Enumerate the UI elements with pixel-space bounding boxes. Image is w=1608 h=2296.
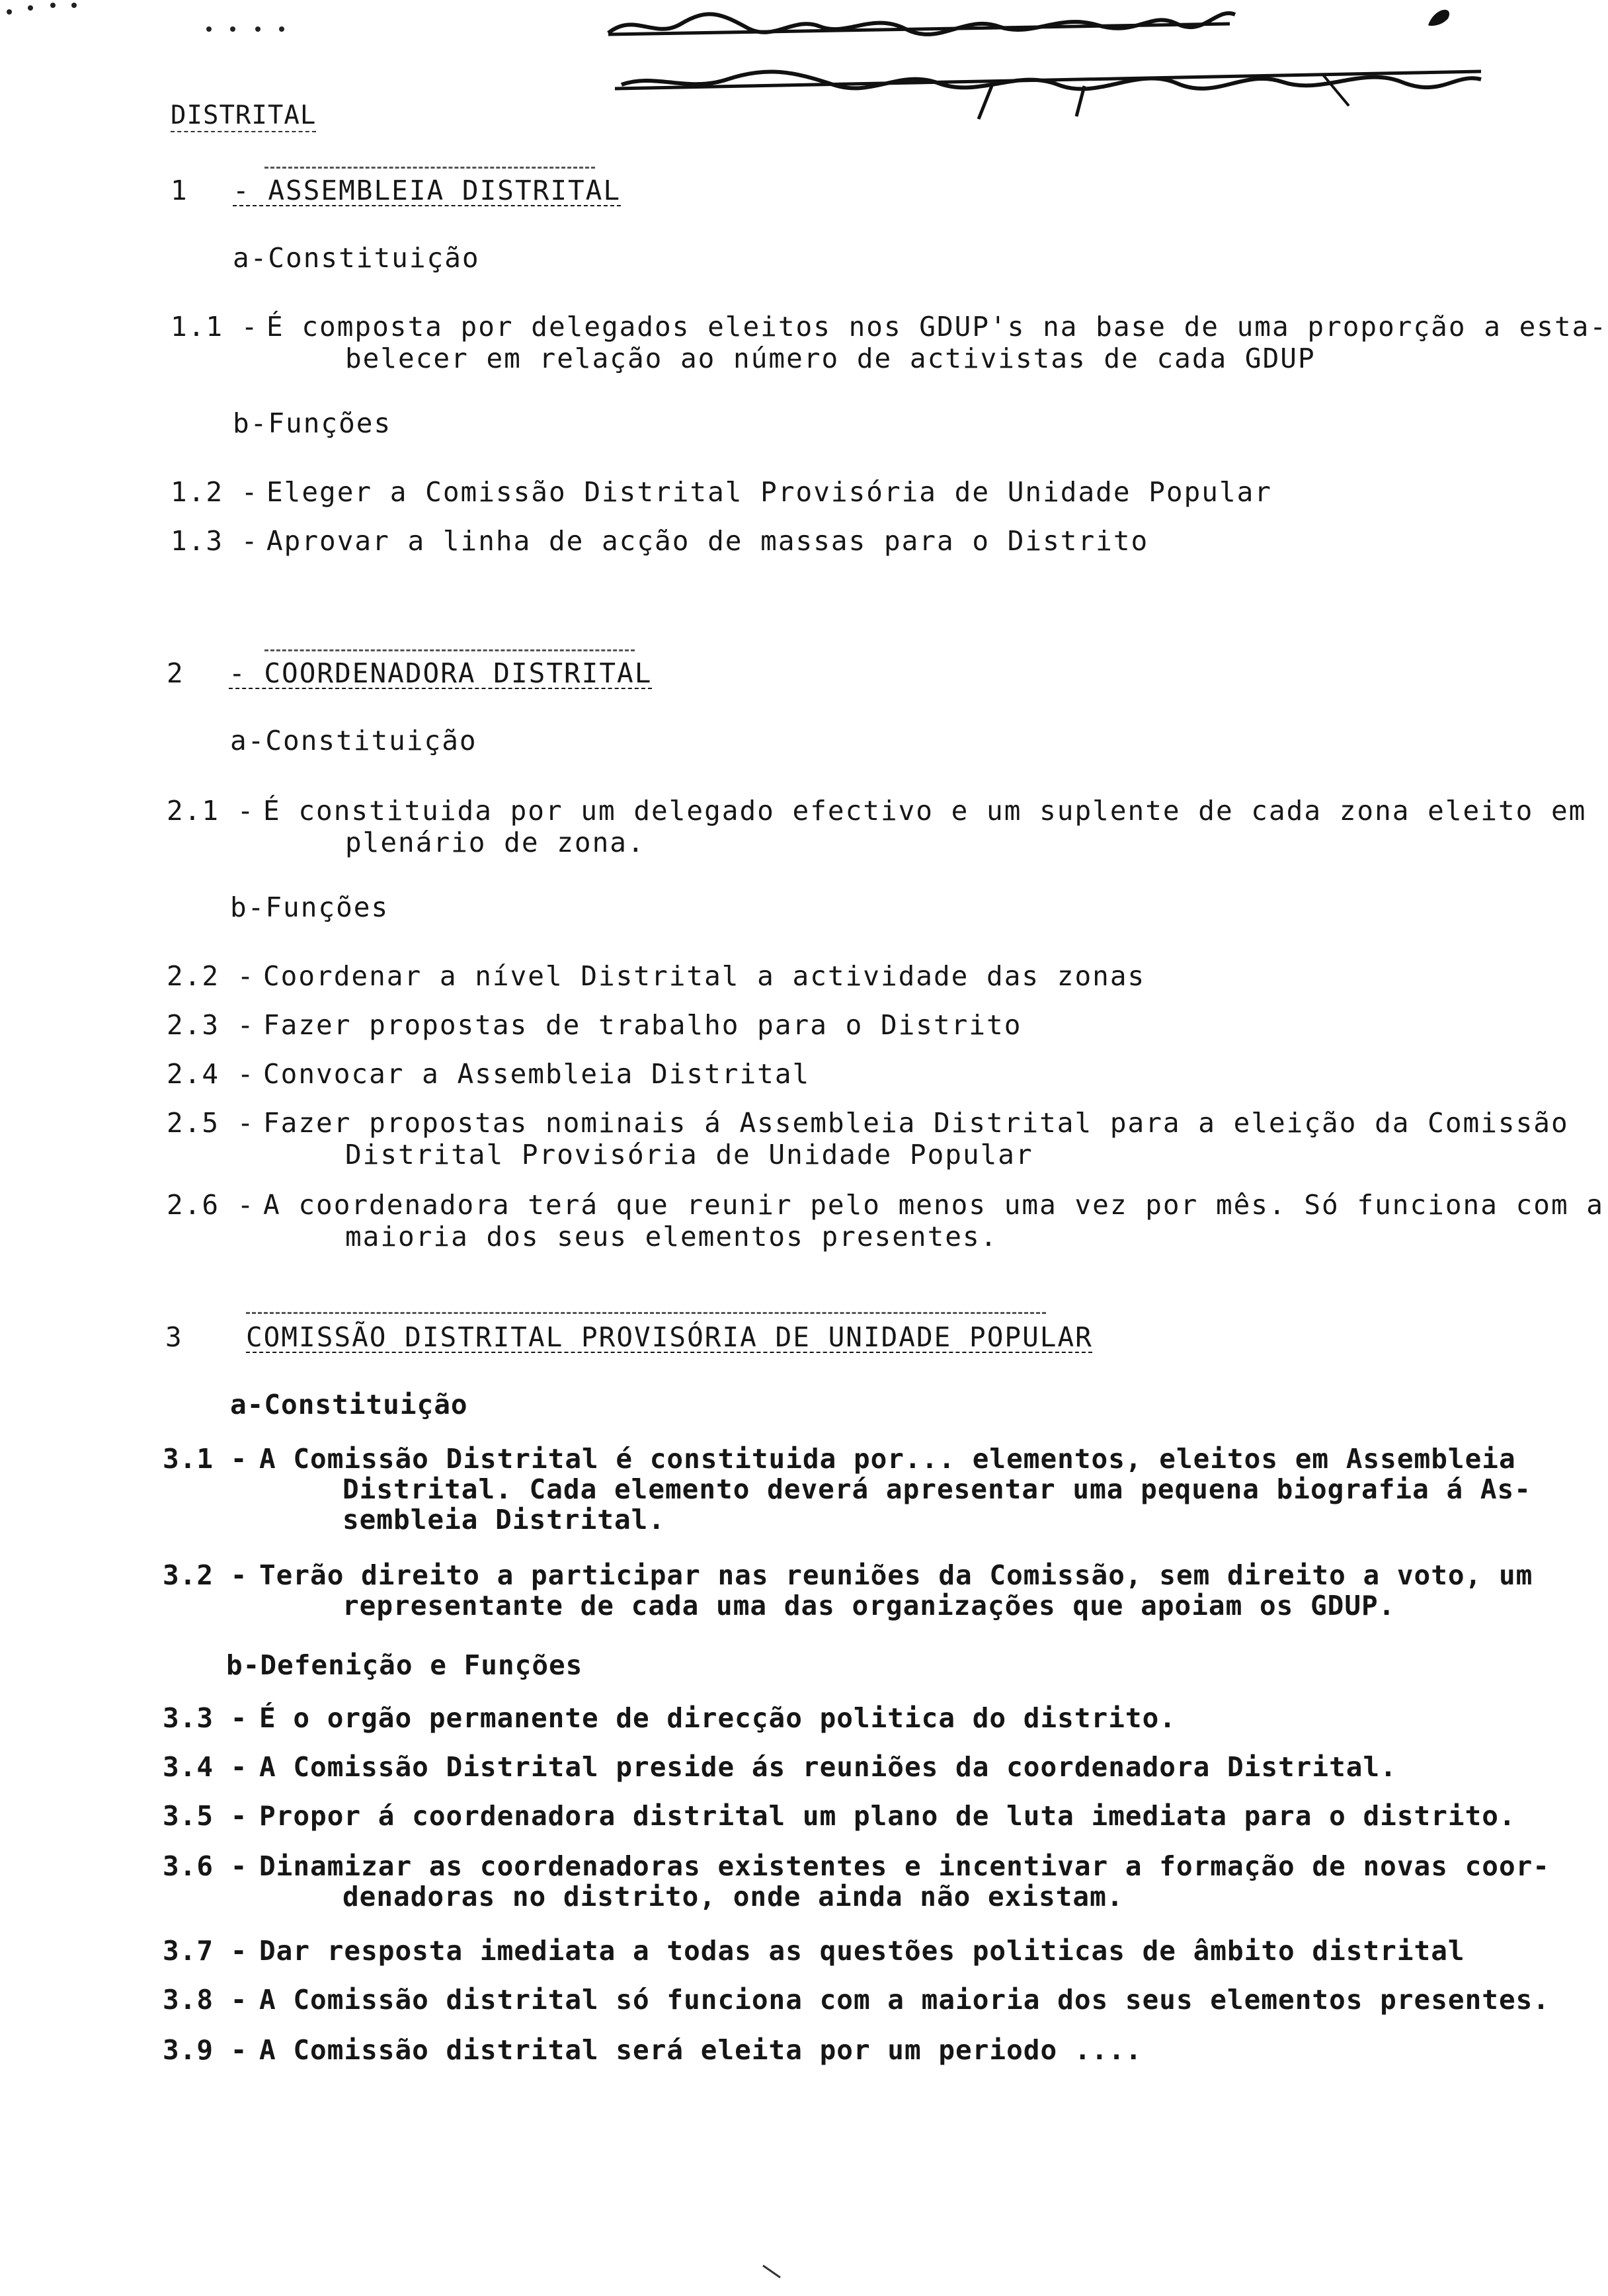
item-text-continuation: maioria dos seus elementos presentes. <box>345 1221 998 1252</box>
item-number: 2.1 - <box>167 795 255 827</box>
item-text: Coordenar a nível Distrital a actividade das zonas <box>263 960 1146 992</box>
item-number: 1.3 - <box>171 525 259 557</box>
item-number: 2.3 - <box>167 1009 255 1041</box>
item-text: Aprovar a linha de acção de massas para o Distrito <box>266 525 1149 557</box>
section-1-funcoes-label: b-Funções <box>233 407 392 439</box>
section-1-number: 1 <box>171 175 188 206</box>
item-number: 3.5 - <box>163 1800 248 1832</box>
item-text: A coordenadora terá que reunir pelo menos uma vez por mês. Só funciona com a <box>263 1189 1604 1221</box>
section-2-heading: - COORDENADORA DISTRITAL <box>229 657 653 689</box>
item-text-continuation: sembleia Distrital. <box>342 1504 665 1536</box>
item-text: A Comissão Distrital preside ás reuniões da coordenadora Distrital. <box>259 1751 1397 1783</box>
item-text: Fazer propostas de trabalho para o Distrito <box>263 1009 1022 1041</box>
item-text-continuation: representante de cada uma das organizações que apoiam os GDUP. <box>342 1590 1396 1621</box>
handwritten-annotation <box>595 0 1494 132</box>
section-1-heading: - ASSEMBLEIA DISTRITAL <box>233 175 622 206</box>
section-2-funcoes-label: b-Funções <box>230 891 389 923</box>
item-number: 2.6 - <box>167 1189 255 1221</box>
item-number: 1.2 - <box>171 476 259 508</box>
item-text: Propor á coordenadora distrital um plano de luta imediata para o distrito. <box>259 1800 1516 1832</box>
item-text: É constituida por um delegado efectivo e um suplente de cada zona eleito em <box>263 795 1587 827</box>
heading-overline <box>264 649 635 651</box>
item-text: Convocar a Assembleia Distrital <box>263 1058 811 1090</box>
heading-overline <box>264 167 595 169</box>
item-number: 3.9 - <box>163 2034 248 2066</box>
scan-mark <box>760 2262 787 2281</box>
item-text-continuation: Distrital. Cada elemento deverá apresentar uma pequena biografia á As- <box>342 1473 1531 1505</box>
section-2-constituicao-label: a-Constituição <box>230 725 477 757</box>
item-text: Eleger a Comissão Distrital Provisória de Unidade Popular <box>266 476 1272 508</box>
item-number: 3.8 - <box>163 1984 248 2016</box>
item-text: É composta por delegados eleitos nos GDUP's na base de uma proporção a esta- <box>266 311 1607 343</box>
item-text-continuation: Distrital Provisória de Unidade Popular <box>345 1139 1033 1170</box>
section-2-number: 2 <box>167 657 184 689</box>
item-number: 2.2 - <box>167 960 255 992</box>
item-text-continuation: denadoras no distrito, onde ainda não existam. <box>342 1881 1124 1912</box>
item-text: Dar resposta imediata a todas as questões politicas de âmbito distrital <box>259 1935 1465 1967</box>
section-1-constituicao-label: a-Constituição <box>233 242 480 274</box>
item-text: Dinamizar as coordenadoras existentes e incentivar a formação de novas coor- <box>259 1850 1550 1882</box>
item-number: 2.4 - <box>167 1058 255 1090</box>
item-text: A Comissão Distrital é constituida por... elementos, eleitos em Assembleia <box>259 1443 1516 1475</box>
item-text: A Comissão distrital só funciona com a maioria dos seus elementos presentes. <box>259 1984 1550 2016</box>
item-text: É o orgão permanente de direcção politica do distrito. <box>259 1702 1176 1734</box>
heading-overline <box>246 1312 1046 1314</box>
section-3-number: 3 <box>165 1321 182 1353</box>
item-text: Fazer propostas nominais á Assembleia Distrital para a eleição da Comissão <box>263 1107 1569 1139</box>
scan-dots <box>0 0 344 40</box>
item-number: 1.1 - <box>171 311 259 343</box>
section-3-heading: COMISSÃO DISTRITAL PROVISÓRIA DE UNIDADE POPULAR <box>246 1321 1093 1353</box>
document-title: DISTRITAL <box>171 101 316 132</box>
item-number: 3.2 - <box>163 1559 248 1591</box>
item-number: 3.6 - <box>163 1850 248 1882</box>
item-text: Terão direito a participar nas reuniões da Comissão, sem direito a voto, um <box>259 1559 1533 1591</box>
item-number: 3.4 - <box>163 1751 248 1783</box>
section-3-funcoes-label: b-Defenição e Funções <box>226 1649 583 1681</box>
item-number: 2.5 - <box>167 1107 255 1139</box>
item-text-continuation: plenário de zona. <box>345 827 645 858</box>
item-number: 3.3 - <box>163 1702 248 1734</box>
item-text: A Comissão distrital será eleita por um periodo .... <box>259 2034 1143 2066</box>
item-number: 3.1 - <box>163 1443 248 1475</box>
item-number: 3.7 - <box>163 1935 248 1967</box>
section-3-constituicao-label: a-Constituição <box>230 1389 468 1420</box>
item-text-continuation: belecer em relação ao número de activistas de cada GDUP <box>345 343 1316 374</box>
